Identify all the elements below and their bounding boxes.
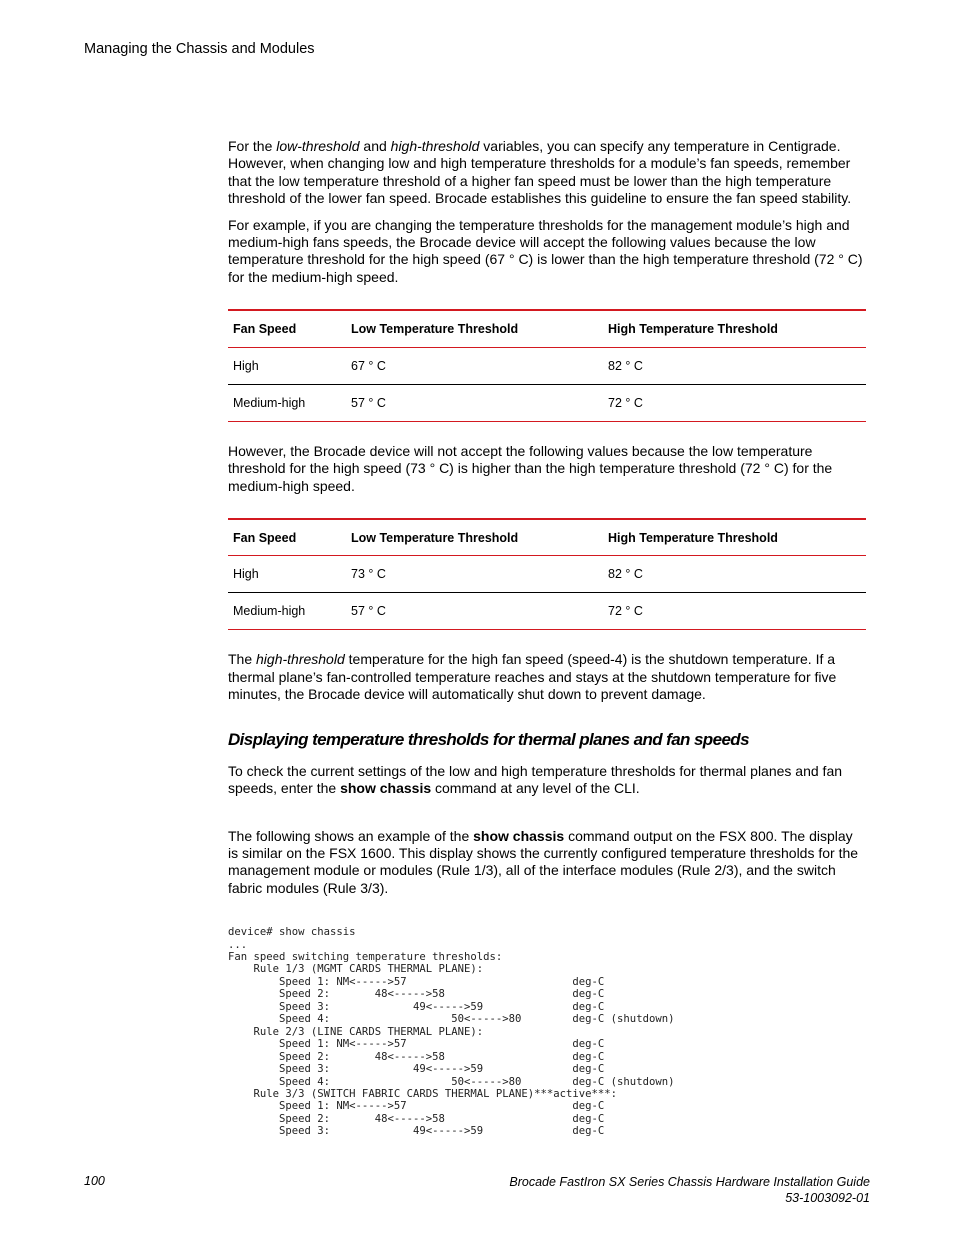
- rejected-values-paragraph: However, the Brocade device will not accept the following values because the low temperature threshold for the high speed (73 ° C) is higher than the high temperature threshold (72 ° C) for the medium-high speed.: [228, 442, 833, 494]
- text-run: temperature for the high fan speed (speed-4) is the shutdown temperature. If a thermal plane’s fan-controlled temperature reaches and stays at the shutdown temperature for five minutes, the Brocade device will automatically shut down to prevent damage.: [228, 651, 837, 703]
- example-description: [228, 828, 866, 898]
- intro-paragraph-2: For example, if you are changing the temperature thresholds for the management module’s high and medium-high fans speeds, the Brocade device will accept the following values because the low temperature threshold for the high speed (67 ° C) is lower than the high temperature threshold (72 ° C) for the medium-high speed.: [228, 216, 863, 285]
- table-row: [228, 593, 866, 630]
- header-low-threshold: Low Temperature Threshold: [346, 310, 603, 347]
- cell-high-threshold: 72 ° C: [603, 384, 866, 421]
- doc-number: 53-1003092-01: [785, 1191, 870, 1205]
- table-header-row: [228, 519, 866, 556]
- cli-output-example: device# show chassis ... Fan speed switching temperature thresholds: Rule 1/3 (MGMT CARDS THERMAL PLANE): Speed 1: NM<----->57 deg-C Speed 2: 48<----->58 deg-C Speed 3: 49<----->59 deg-C Speed 4: 50<----->80 deg-C (shutdown) Rule 2/3 (LINE CARDS THERMAL PLANE): Speed 1: NM<----->57 deg-C Speed 2: 48<----->58 deg-C Speed 3: 49<----->59 deg-C Speed 4: 50<----->80 deg-C (shutdown) Rule 3/3 (SWITCH FABRIC CARDS THERMAL PLANE)***active***: Speed 1: NM<----->57 deg-C Speed 2: 48<----->58 deg-C Speed 3: 49<----->59 deg-C: [228, 926, 675, 1138]
- intro-paragraph-1: [228, 138, 866, 208]
- cell-fan-speed: High: [228, 347, 346, 384]
- cell-high-threshold: 82 ° C: [603, 556, 866, 593]
- shutdown-paragraph: [228, 651, 866, 703]
- table-row: [228, 347, 866, 384]
- command-show-chassis: show chassis: [473, 827, 565, 844]
- header-low-threshold: Low Temperature Threshold: [346, 519, 603, 556]
- guide-title: Brocade FastIron SX Series Chassis Hardware Installation Guide: [509, 1175, 870, 1189]
- section-heading: Displaying temperature thresholds for thermal planes and fan speeds: [228, 729, 749, 749]
- cell-low-threshold: 67 ° C: [346, 347, 603, 384]
- cell-low-threshold: 57 ° C: [346, 384, 603, 421]
- text-run: command output on the FSX 800. The display is similar on the FSX 1600. This display shows the currently configured temperature thresholds for the management module or modules (Rule 1/3), all of the interface modules (Rule 2/3), and the switch fabric modules (Rule 3/3).: [228, 827, 859, 896]
- variable-low-threshold: low-threshold: [276, 138, 360, 154]
- cell-fan-speed: High: [228, 556, 346, 593]
- header-fan-speed: Fan Speed: [228, 310, 346, 347]
- text-run: To check the current settings of the low and high temperature thresholds for thermal planes and fan speeds, enter the: [228, 762, 843, 797]
- footer-doc-info: [509, 1174, 870, 1206]
- text-run: command at any level of the CLI.: [431, 780, 640, 797]
- cell-fan-speed: Medium-high: [228, 384, 346, 421]
- table-row: [228, 556, 866, 593]
- text-run: The following shows an example of the: [228, 827, 474, 844]
- text-run: The: [228, 651, 257, 668]
- cell-low-threshold: 73 ° C: [346, 556, 603, 593]
- page-content: [228, 138, 866, 1138]
- header-high-threshold: High Temperature Threshold: [603, 310, 866, 347]
- cell-high-threshold: 82 ° C: [603, 347, 866, 384]
- header-high-threshold: High Temperature Threshold: [603, 519, 866, 556]
- table-row: [228, 384, 866, 421]
- show-chassis-instruction: [228, 763, 866, 798]
- command-show-chassis: show chassis: [340, 780, 432, 797]
- table-header-row: [228, 310, 866, 347]
- variable-high-threshold: high-threshold: [390, 138, 480, 154]
- rejected-thresholds-table: [228, 518, 866, 631]
- cell-fan-speed: Medium-high: [228, 593, 346, 630]
- accepted-thresholds-table: [228, 309, 866, 422]
- variable-high-threshold: high-threshold: [256, 651, 345, 668]
- text-run: and: [359, 138, 391, 154]
- page-number: 100: [84, 1174, 105, 1188]
- cell-high-threshold: 72 ° C: [603, 593, 866, 630]
- header-fan-speed: Fan Speed: [228, 519, 346, 556]
- running-header-title: Managing the Chassis and Modules: [84, 41, 315, 57]
- text-run: variables, you can specify any temperature in Centigrade. However, when changing low and high temperature thresholds for a module’s fan speeds, remember that the low temperature threshold of a higher fan speed must be lower than the high temperature threshold of the lower fan speed. Brocade establishes this guideline to ensure the fan speed stability.: [228, 138, 852, 207]
- text-run: For the: [228, 138, 277, 154]
- cell-low-threshold: 57 ° C: [346, 593, 603, 630]
